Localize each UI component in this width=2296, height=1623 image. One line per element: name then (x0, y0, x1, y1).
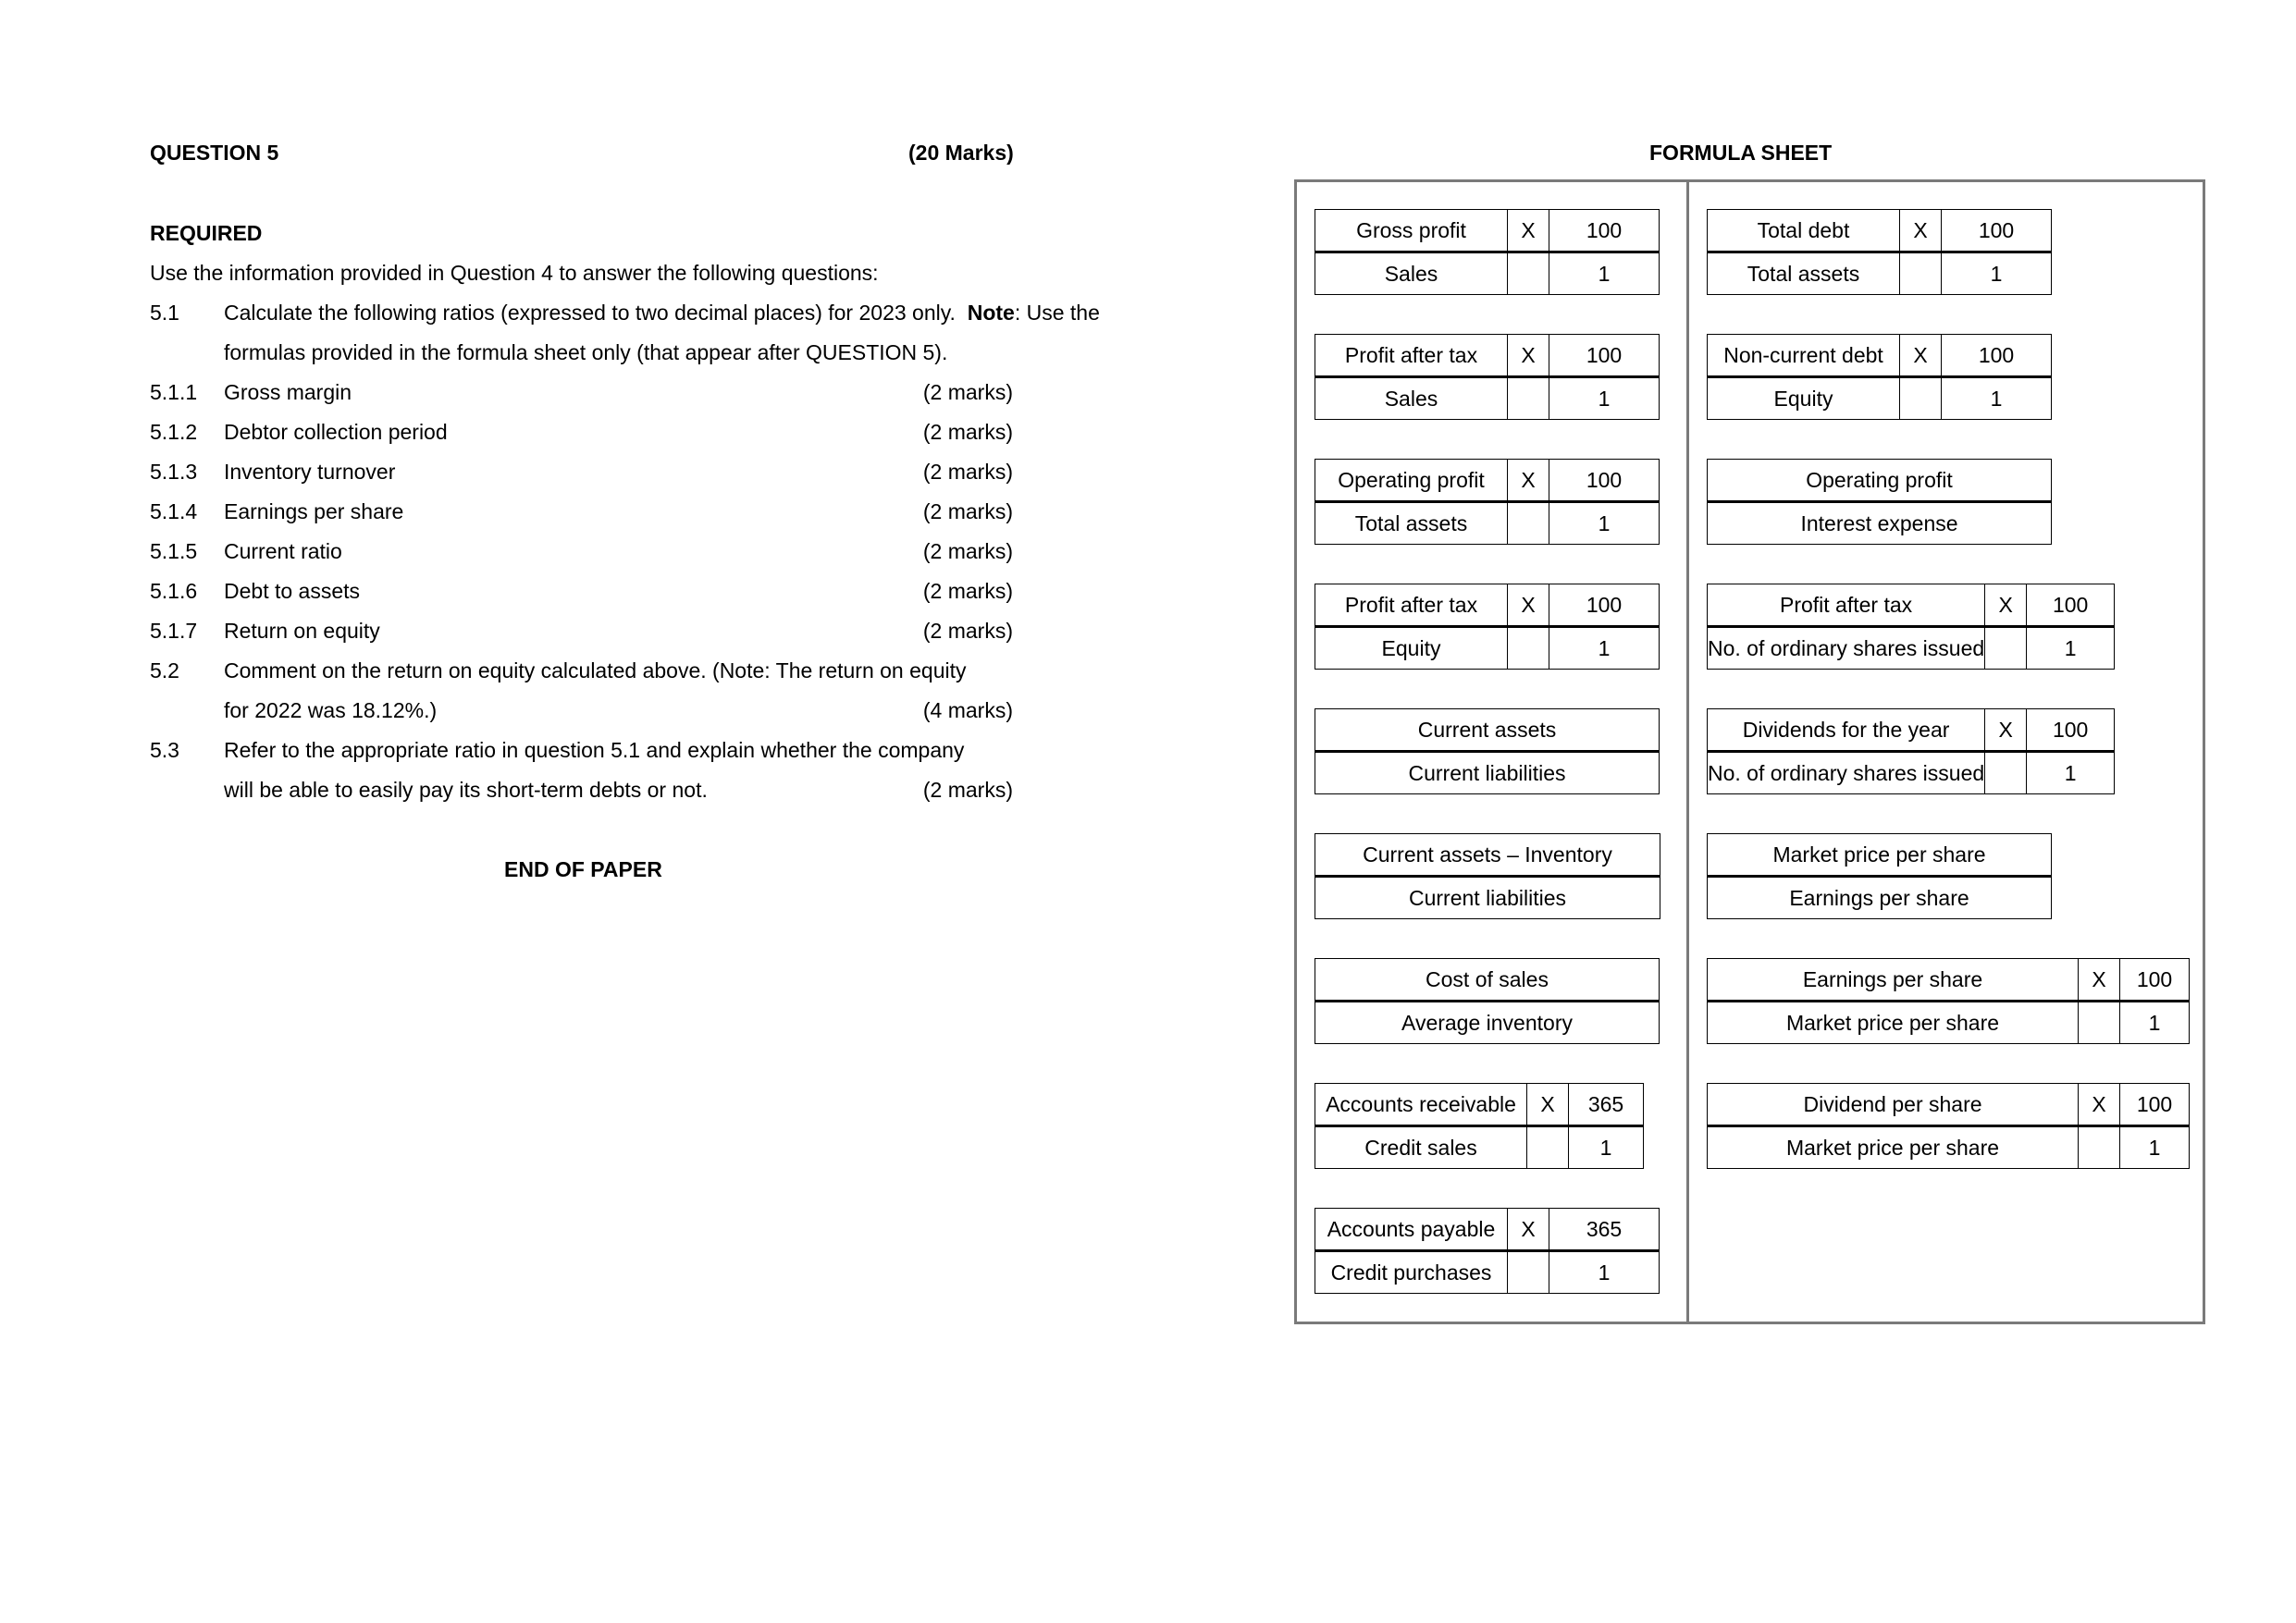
denominator: Total assets (1315, 502, 1508, 545)
item-number: 5.1.4 (150, 499, 198, 523)
multiplier-top: 100 (1549, 210, 1660, 252)
formula-debt-to-assets (1707, 209, 2052, 295)
denominator: Market price per share (1708, 1002, 2079, 1044)
q52-row2 (0, 696, 1013, 724)
denominator: No. of ordinary shares issued (1708, 752, 1985, 794)
multiplier-top: 365 (1549, 1209, 1660, 1251)
numerator: Market price per share (1708, 834, 2052, 877)
multiplier-bottom: 1 (1549, 627, 1660, 670)
numerator: Non-current debt (1708, 335, 1900, 377)
denominator: Credit sales (1315, 1126, 1527, 1169)
question-page (0, 0, 1100, 1623)
item-marks: (2 marks) (922, 619, 1013, 643)
multiplier-top: 365 (1569, 1084, 1644, 1126)
item-number: 5.1.7 (150, 619, 198, 643)
required-heading: REQUIRED (150, 221, 263, 245)
formula-interest-cover (1707, 459, 2052, 545)
numerator: Total debt (1708, 210, 1900, 252)
denominator: Equity (1315, 627, 1508, 670)
multiplier-top: 100 (2120, 1084, 2190, 1126)
multiplier-bottom: 1 (1569, 1126, 1644, 1169)
item-label: Current ratio (224, 539, 342, 563)
denominator: Current liabilities (1315, 752, 1660, 794)
multiplier-bottom: 1 (1549, 377, 1660, 420)
list-item (0, 418, 1013, 446)
multiply-sign: X (1508, 584, 1549, 627)
formula-gross-margin (1315, 209, 1660, 295)
item-label: Debtor collection period (224, 420, 448, 444)
multiplier-bottom: 1 (1549, 252, 1660, 295)
q51-number: 5.1 (150, 301, 179, 325)
numerator: Profit after tax (1708, 584, 1985, 627)
multiplier-bottom: 1 (2027, 627, 2115, 670)
multiply-sign: X (1508, 1209, 1549, 1251)
intro-text: Use the information provided in Question 4 to answer the following questions: (150, 261, 879, 285)
multiplier-bottom: 1 (1549, 1251, 1660, 1294)
q52-line1: Comment on the return on equity calculated above. (Note: The return on equity (224, 658, 967, 682)
item-number: 5.1.6 (150, 579, 198, 603)
list-item (0, 537, 1013, 565)
numerator: Current assets – Inventory (1315, 834, 1660, 877)
numerator: Earnings per share (1708, 959, 2079, 1002)
q51-line1-text: Calculate the following ratios (expressed to two decimal places) for 2023 only. (224, 301, 956, 325)
formula-sheet-divider (1686, 179, 1689, 1324)
multiply-sign: X (2079, 1084, 2120, 1126)
multiplier-top: 100 (2120, 959, 2190, 1002)
multiplier-top: 100 (1549, 335, 1660, 377)
q51-note-label: Note (967, 301, 1015, 325)
formula-quick-ratio (1315, 833, 1660, 919)
question-title: QUESTION 5 (150, 141, 279, 165)
q52-line2: for 2022 was 18.12%.) (224, 698, 438, 722)
multiply-sign: X (1508, 210, 1549, 252)
denominator: Credit purchases (1315, 1251, 1508, 1294)
multiply-sign: X (1900, 210, 1942, 252)
multiplier-top: 100 (1942, 210, 2052, 252)
multiplier-top: 100 (1549, 460, 1660, 502)
multiplier-bottom: 1 (2027, 752, 2115, 794)
numerator: Profit after tax (1315, 335, 1508, 377)
q53-number: 5.3 (150, 738, 179, 762)
multiply-sign: X (2079, 959, 2120, 1002)
list-item (0, 577, 1013, 605)
item-label: Earnings per share (224, 499, 404, 523)
item-label: Gross margin (224, 380, 352, 404)
item-number: 5.1.5 (150, 539, 198, 563)
formula-return-on-assets (1315, 459, 1660, 545)
list-item (0, 378, 1013, 406)
formula-earnings-per-share (1707, 584, 2115, 670)
numerator: Dividends for the year (1708, 709, 1985, 752)
formula-price-earnings (1707, 833, 2052, 919)
item-label: Return on equity (224, 619, 380, 643)
item-marks: (2 marks) (922, 460, 1013, 484)
denominator: Equity (1708, 377, 1900, 420)
multiply-sign: X (1508, 335, 1549, 377)
denominator: Average inventory (1315, 1002, 1660, 1044)
list-item (0, 498, 1013, 525)
formula-debtor-collection (1315, 1083, 1644, 1169)
formula-net-margin (1315, 334, 1660, 420)
item-number: 5.1.2 (150, 420, 198, 444)
numerator: Current assets (1315, 709, 1660, 752)
denominator: Current liabilities (1315, 877, 1660, 919)
item-number: 5.1.1 (150, 380, 198, 404)
formula-inventory-turnover (1315, 958, 1660, 1044)
q53-line2: will be able to easily pay its short-term debts or not. (224, 778, 708, 802)
item-marks: (2 marks) (922, 380, 1013, 404)
q51-line2: formulas provided in the formula sheet only (that appear after QUESTION 5). (224, 340, 948, 364)
multiplier-top: 100 (2027, 709, 2115, 752)
item-label: Inventory turnover (224, 460, 396, 484)
multiply-sign: X (1508, 460, 1549, 502)
formula-debt-to-equity (1707, 334, 2052, 420)
multiplier-bottom: 1 (2120, 1002, 2190, 1044)
denominator: Total assets (1708, 252, 1900, 295)
denominator: Market price per share (1708, 1126, 2079, 1169)
numerator: Operating profit (1708, 460, 2052, 502)
numerator: Dividend per share (1708, 1084, 2079, 1126)
list-item (0, 617, 1013, 645)
end-of-paper: END OF PAPER (504, 857, 662, 881)
item-marks: (2 marks) (922, 420, 1013, 444)
multiply-sign: X (1527, 1084, 1569, 1126)
item-marks: (2 marks) (922, 499, 1013, 523)
multiplier-bottom: 1 (1942, 377, 2052, 420)
denominator: Sales (1315, 252, 1508, 295)
formula-return-on-equity (1315, 584, 1660, 670)
numerator: Accounts receivable (1315, 1084, 1527, 1126)
numerator: Cost of sales (1315, 959, 1660, 1002)
formula-sheet-title: FORMULA SHEET (1649, 141, 1833, 165)
multiplier-top: 100 (1549, 584, 1660, 627)
item-label: Debt to assets (224, 579, 361, 603)
multiply-sign: X (1985, 709, 2027, 752)
multiplier-top: 100 (1942, 335, 2052, 377)
q51-line1-tail: : Use the (1014, 301, 1100, 325)
question-total-marks: (20 Marks) (908, 141, 1014, 165)
formula-current-ratio (1315, 708, 1660, 794)
numerator: Accounts payable (1315, 1209, 1508, 1251)
q52-number: 5.2 (150, 658, 179, 682)
denominator: Earnings per share (1708, 877, 2052, 919)
item-marks: (2 marks) (922, 539, 1013, 563)
multiply-sign: X (1985, 584, 2027, 627)
multiplier-top: 100 (2027, 584, 2115, 627)
denominator: Sales (1315, 377, 1508, 420)
q53-marks: (2 marks) (922, 778, 1013, 802)
numerator: Profit after tax (1315, 584, 1508, 627)
q53-line1: Refer to the appropriate ratio in question 5.1 and explain whether the company (224, 738, 965, 762)
formula-dividend-yield (1707, 1083, 2190, 1169)
formula-dividends-per-share (1707, 708, 2115, 794)
item-marks: (2 marks) (922, 579, 1013, 603)
q52-marks: (4 marks) (922, 698, 1013, 722)
formula-earnings-yield (1707, 958, 2190, 1044)
formula-creditor-payment (1315, 1208, 1660, 1294)
multiplier-bottom: 1 (1942, 252, 2052, 295)
multiplier-bottom: 1 (1549, 502, 1660, 545)
numerator: Operating profit (1315, 460, 1508, 502)
item-number: 5.1.3 (150, 460, 198, 484)
multiplier-bottom: 1 (2120, 1126, 2190, 1169)
multiply-sign: X (1900, 335, 1942, 377)
denominator: No. of ordinary shares issued (1708, 627, 1985, 670)
numerator: Gross profit (1315, 210, 1508, 252)
list-item (0, 458, 1013, 486)
denominator: Interest expense (1708, 502, 2052, 545)
q53-row2 (0, 776, 1013, 804)
q51-line1 (224, 299, 1100, 326)
